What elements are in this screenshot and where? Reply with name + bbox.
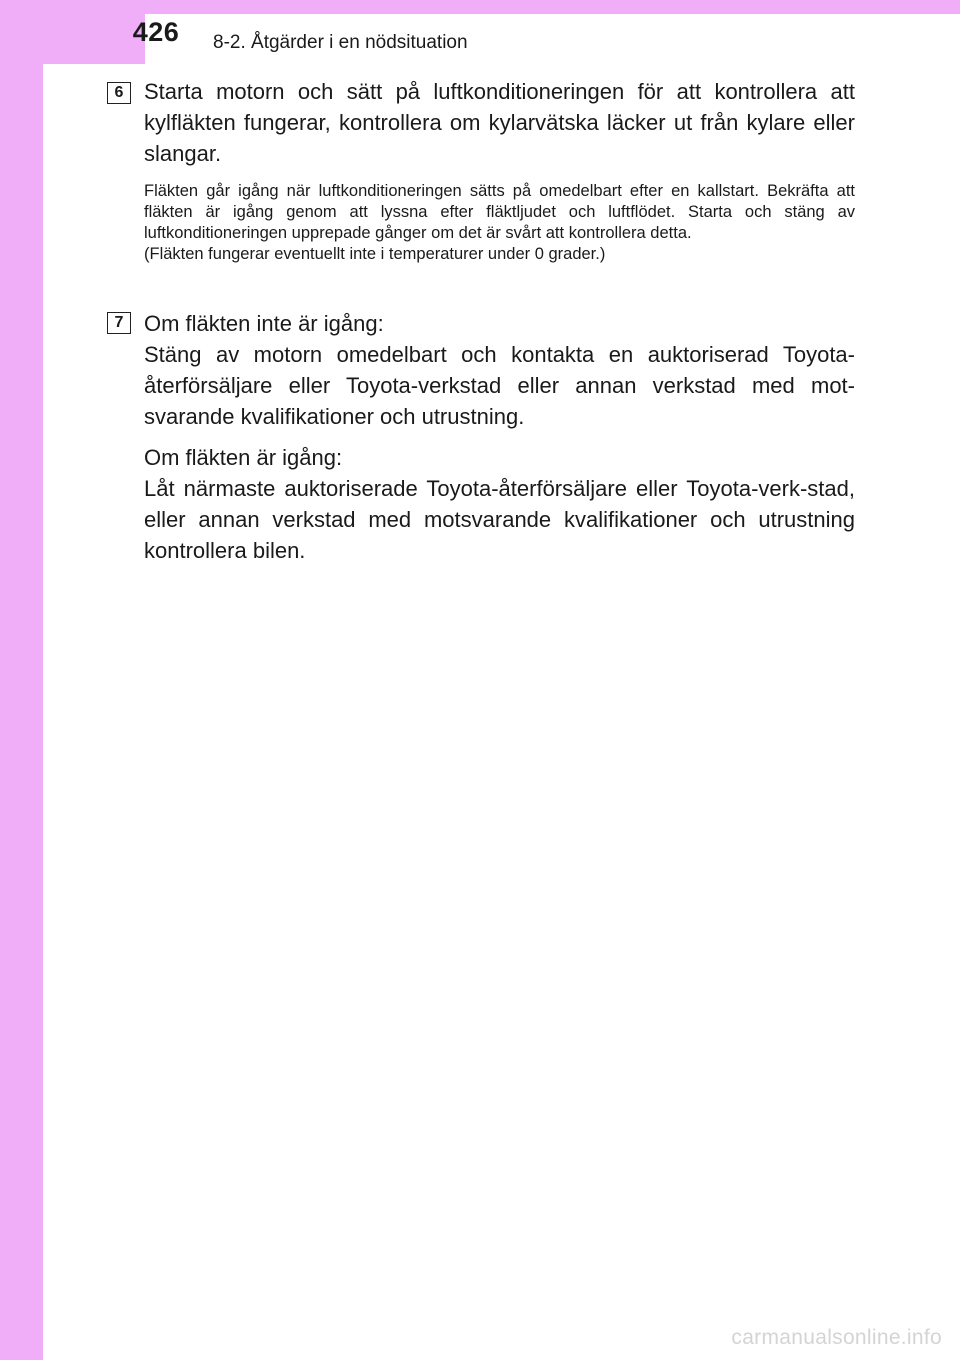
step-7-case-2-body: Låt närmaste auktoriserade Toyota-återförsäljare eller Toyota-verk-stad, eller annan verkstad med motsvarande kvalifikationer och utrustning kontrollera bilen.: [144, 476, 855, 563]
step-6-badge: 6: [107, 82, 131, 104]
section-title: 8-2. Åtgärder i en nödsituation: [213, 32, 468, 53]
step-7-badge: 7: [107, 312, 131, 334]
step-7-case-1-heading: Om fläkten inte är igång:: [144, 311, 384, 336]
step-6-note: Fläkten går igång när luftkonditioneringen sätts på omedelbart efter en kallstart. Bekräfta att fläkten är igång genom att lyssna efter fläktljudet och luftflödet. Starta och stäng av luftkonditioneringen upprepade gånger om det är svårt att kontrollera detta.: [144, 182, 855, 242]
header-color-strip: [43, 0, 960, 14]
step-6-temperature-note: (Fläkten fungerar eventuellt inte i temperaturer under 0 grader.): [144, 245, 606, 263]
step-7-content: [144, 308, 855, 566]
step-6-content: [144, 76, 855, 265]
side-color-strip: [0, 0, 43, 1360]
watermark: carmanualsonline.info: [731, 1326, 942, 1349]
page-number: 426: [132, 17, 180, 47]
step-7-case-1-body: Stäng av motorn omedelbart och kontakta en auktoriserad Toyota-återförsäljare eller Toyota-verkstad eller annan verkstad med mot-svarande kvalifikationer och utrustning.: [144, 342, 855, 429]
page-header: [43, 0, 960, 70]
step-6-instruction: Starta motorn och sätt på luftkonditioneringen för att kontrollera att kylfläkten fungerar, kontrollera om kylarvätska läcker ut från kylare eller slangar.: [144, 79, 855, 166]
step-7-case-2-heading: Om fläkten är igång:: [144, 445, 343, 470]
